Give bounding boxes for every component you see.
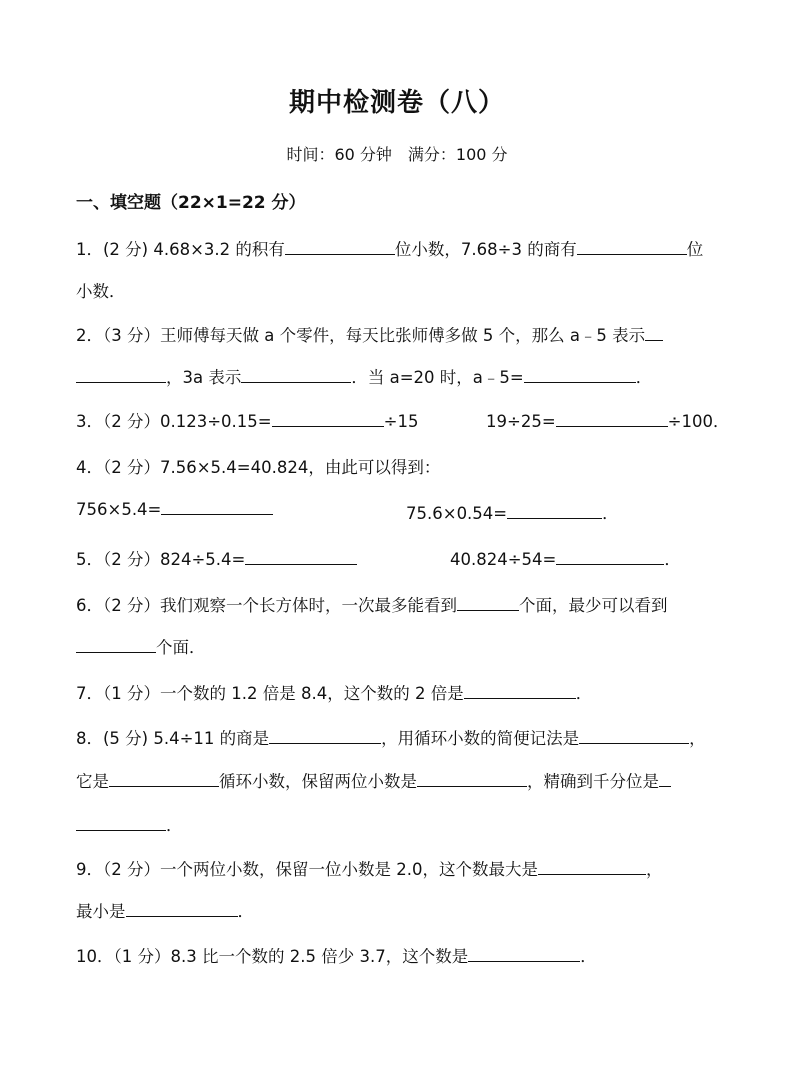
q3-text-a: 3．（2 分）0.123÷0.15= [76, 412, 272, 431]
q4-text-d: ． [602, 504, 619, 523]
answer-blank [417, 785, 527, 787]
q2-text-d: ． [635, 368, 653, 387]
answer-blank [269, 742, 381, 744]
question-1-line-2 [76, 278, 126, 302]
q2-text-c: ．当 a=20 时，a﹣5= [351, 368, 524, 387]
q8-text-b: ，用循环小数的简便记法是 [381, 729, 580, 748]
answer-blank [109, 785, 219, 787]
q10-text-b: ． [580, 947, 597, 966]
answer-blank [659, 785, 671, 787]
answer-blank [464, 697, 576, 699]
q5-text-a: 5．（2 分）824÷5.4= [76, 550, 246, 569]
answer-blank [126, 915, 238, 917]
answer-blank [579, 742, 689, 744]
answer-blank [645, 339, 663, 341]
question-9-line-2 [76, 898, 254, 922]
question-8-line-2 [76, 768, 671, 792]
q3-text-b: ÷15 [383, 412, 419, 431]
answer-blank [524, 381, 636, 383]
answer-blank [285, 253, 395, 255]
q1-text-b: 位小数，7.68÷3 的商有 [394, 240, 577, 259]
answer-blank [272, 425, 384, 427]
q5-text-b: 40.824÷54= [450, 550, 557, 569]
q6-text-c: 个面． [156, 638, 206, 657]
q1-text-d: 小数． [76, 282, 126, 301]
q9-text-c: 最小是 [76, 902, 126, 921]
q8-text-e: 循环小数，保留两位小数是 [219, 772, 417, 791]
question-2-line-1 [76, 322, 663, 346]
exam-meta: 时间：60 分钟 满分：100 分 [286, 145, 508, 164]
page-title: 期中检测卷（八） [288, 88, 505, 118]
question-10-line [76, 943, 597, 967]
question-6-line-1 [76, 592, 668, 616]
q3-text-c: 19÷25= [486, 412, 556, 431]
q9-text-b: ， [645, 860, 663, 879]
q1-text-a: 1．(2 分) 4.68×3.2 的积有 [76, 240, 285, 259]
question-9-line-1 [76, 856, 662, 880]
question-4-part-2 [406, 500, 619, 524]
q8-text-a: 8．(5 分) 5.4÷11 的商是 [76, 729, 270, 748]
q8-text-c: ， [689, 729, 706, 748]
answer-blank [76, 381, 166, 383]
q6-text-a: 6．（2 分）我们观察一个长方体时，一次最多能看到 [76, 596, 457, 615]
answer-blank [457, 609, 519, 611]
q9-text-d: ． [237, 902, 254, 921]
q10-text-a: 10．（1 分）8.3 比一个数的 2.5 倍少 3.7，这个数是 [76, 947, 469, 966]
q4-text-c: 75.6×0.54= [406, 504, 508, 523]
q1-text-c: 位 [686, 240, 704, 259]
question-7-line [76, 680, 592, 704]
q9-text-a: 9．（2 分）一个两位小数，保留一位小数是 2.0，这个数最大是 [76, 860, 538, 879]
answer-blank [507, 517, 602, 519]
question-4-line-2 [76, 500, 273, 519]
question-5-part-2 [450, 546, 681, 570]
question-3-line [76, 408, 418, 432]
answer-blank [538, 873, 646, 875]
question-3-part-2 [486, 408, 729, 432]
answer-blank [556, 563, 664, 565]
question-6-line-2 [76, 634, 206, 658]
question-1-line-1 [76, 236, 703, 260]
q8-text-d: 它是 [76, 772, 109, 791]
question-5-line [76, 546, 357, 570]
question-8-line-3 [76, 812, 183, 836]
q6-text-b: 个面，最少可以看到 [519, 596, 668, 615]
q7-text-b: ． [575, 684, 593, 703]
answer-blank [556, 425, 668, 427]
section-heading: 一、填空题（22×1=22 分） [76, 193, 306, 213]
q7-text-a: 7．（1 分）一个数的 1.2 倍是 8.4，这个数的 2 倍是 [76, 684, 464, 703]
q2-text-a: 2．（3 分）王师傅每天做 a 个零件，每天比张师傅多做 5 个，那么 a﹣5 表示 [76, 326, 646, 345]
question-4-line-1 [76, 454, 440, 478]
answer-blank [161, 513, 273, 515]
answer-blank [241, 381, 351, 383]
q8-text-f: ，精确到千分位是 [527, 772, 659, 791]
q5-text-c: ． [664, 550, 681, 569]
answer-blank [245, 563, 357, 565]
question-2-line-2 [76, 364, 652, 388]
q3-text-d: ÷100． [667, 412, 730, 431]
q8-text-g: ． [166, 816, 183, 835]
answer-blank [76, 651, 156, 653]
question-8-line-1 [76, 725, 706, 749]
answer-blank [577, 253, 687, 255]
answer-blank [468, 960, 580, 962]
q4-text-a: 4．（2 分）7.56×5.4=40.824，由此可以得到： [76, 458, 441, 477]
q2-text-b: ，3a 表示 [166, 368, 242, 387]
answer-blank [76, 829, 166, 831]
q4-text-b: 756×5.4= [76, 500, 162, 519]
